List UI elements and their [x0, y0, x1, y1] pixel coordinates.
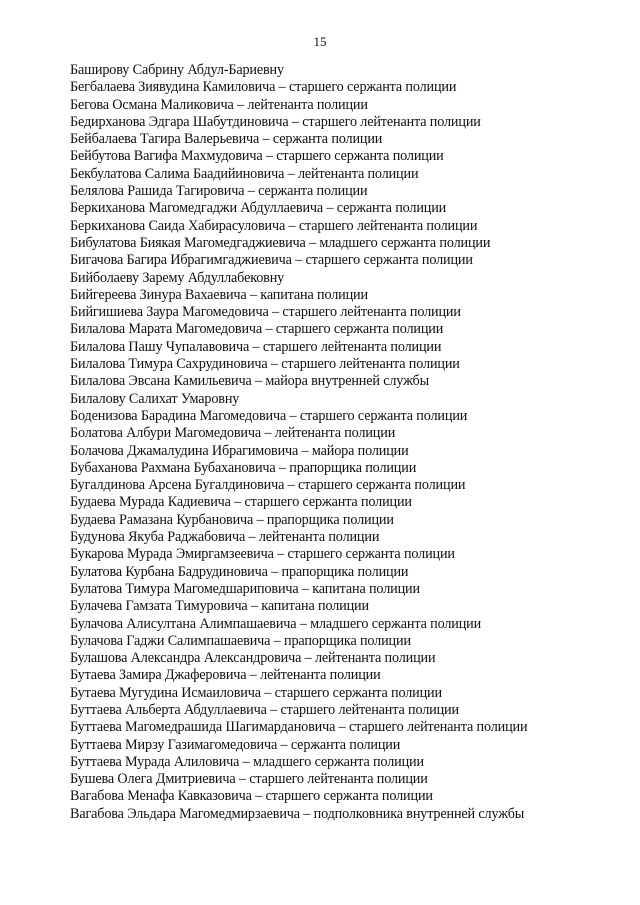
list-item: Булатова Курбана Бадрудиновича – прапорщика полиции — [70, 563, 409, 580]
list-item: Билалову Салихат Умаровну — [70, 390, 240, 407]
list-item: Букарова Мурада Эмиргамзеевича – старшего сержанта полиции — [70, 546, 455, 563]
list-item: Болатова Албури Магомедовича – лейтенанта полиции — [70, 425, 396, 442]
list-item: Бибулатова Биякая Магомедгаджиевича – младшего сержанта полиции — [70, 234, 491, 251]
list-item: Булачова Алисултана Алимпашаевича – младшего сержанта полиции — [70, 615, 482, 632]
list-item: Вагабова Эльдара Магомедмирзаевича – подполковника внутренней службы — [70, 805, 525, 822]
list-item: Будаева Рамазана Курбановича – прапорщика полиции — [70, 511, 394, 528]
list-item: Билалова Марата Магомедовича – старшего сержанта полиции — [70, 321, 444, 338]
list-item: Булатова Тимура Магомедшариповича – капитана полиции — [70, 580, 420, 597]
list-item: Буттаева Альберта Абдуллаевича – старшего лейтенанта полиции — [70, 701, 459, 718]
list-item: Билалова Тимура Сахрудиновича – старшего лейтенанта полиции — [70, 356, 460, 373]
list-item: Булашова Александра Александровича – лейтенанта полиции — [70, 650, 436, 667]
list-item: Бушева Олега Дмитриевича – старшего лейтенанта полиции — [70, 771, 428, 788]
list-item: Бейбутова Вагифа Махмудовича – старшего сержанта полиции — [70, 148, 444, 165]
list-item: Вагабова Менафа Кавказовича – старшего сержанта полиции — [70, 788, 433, 805]
list-item: Белялова Рашида Тагировича – сержанта полиции — [70, 183, 368, 200]
list-item: Билалова Пашу Чупалавовича – старшего лейтенанта полиции — [70, 338, 442, 355]
page-number: 15 — [313, 34, 327, 49]
list-item: Бекбулатова Салима Баадийиновича – лейтенанта полиции — [70, 165, 419, 182]
list-item: Бедирханова Эдгара Шабутдиновича – старшего лейтенанта полиции — [70, 113, 481, 130]
list-item: Буттаева Мурада Алиловича – младшего сержанта полиции — [70, 753, 424, 770]
list-item: Бигачова Багира Ибрагимгаджиевича – старшего сержанта полиции — [70, 252, 473, 269]
list-item: Бутаева Замира Джаферовича – лейтенанта полиции — [70, 667, 381, 684]
list-item: Бубаханова Рахмана Бубахановича – прапорщика полиции — [70, 459, 417, 476]
list-item: Будаева Мурада Кадиевича – старшего сержанта полиции — [70, 494, 412, 511]
list-item: Бутаева Мугудина Исмаиловича – старшего сержанта полиции — [70, 684, 442, 701]
list-item: Баширову Сабрину Абдул-Бариевну — [70, 62, 284, 78]
list-item: Будунова Якуба Раджабовича – лейтенанта полиции — [70, 529, 380, 546]
list-item: Бегова Османа Маликовича – лейтенанта полиции — [70, 96, 368, 113]
name-list — [70, 62, 630, 823]
list-item: Бегбалаева Зиявудина Камиловича – старшего сержанта полиции — [70, 79, 457, 96]
list-item: Бийгишиева Заура Магомедовича – старшего лейтенанта полиции — [70, 304, 461, 321]
list-item: Билалова Эвсана Камильевича – майора внутренней службы — [70, 373, 429, 390]
list-item: Боденизова Барадина Магомедовича – старшего сержанта полиции — [70, 407, 468, 424]
list-item: Болачова Джамалудина Ибрагимовича – майора полиции — [70, 442, 409, 459]
list-item: Беркиханова Магомедгаджи Абдуллаевича – сержанта полиции — [70, 200, 447, 217]
list-item: Бийболаеву Зарему Абдуллабековну — [70, 269, 285, 286]
list-item: Булачова Гаджи Салимпашаевича – прапорщика полиции — [70, 632, 411, 649]
list-item: Беркиханова Саида Хабирасуловича – старшего лейтенанта полиции — [70, 217, 478, 234]
list-item: Бугалдинова Арсена Бугалдиновича – старшего сержанта полиции — [70, 477, 466, 494]
list-item: Буттаева Мирзу Газимагомедовича – сержанта полиции — [70, 736, 401, 753]
list-item: Бейбалаева Тагира Валерьевича – сержанта полиции — [70, 131, 383, 148]
list-item: Бийгереева Зинура Вахаевича – капитана полиции — [70, 286, 368, 303]
list-item: Булачева Гамзата Тимуровича – капитана полиции — [70, 598, 369, 615]
list-item: Буттаева Магомедрашида Шагимардановича – старшего лейтенанта полиции — [70, 719, 528, 736]
